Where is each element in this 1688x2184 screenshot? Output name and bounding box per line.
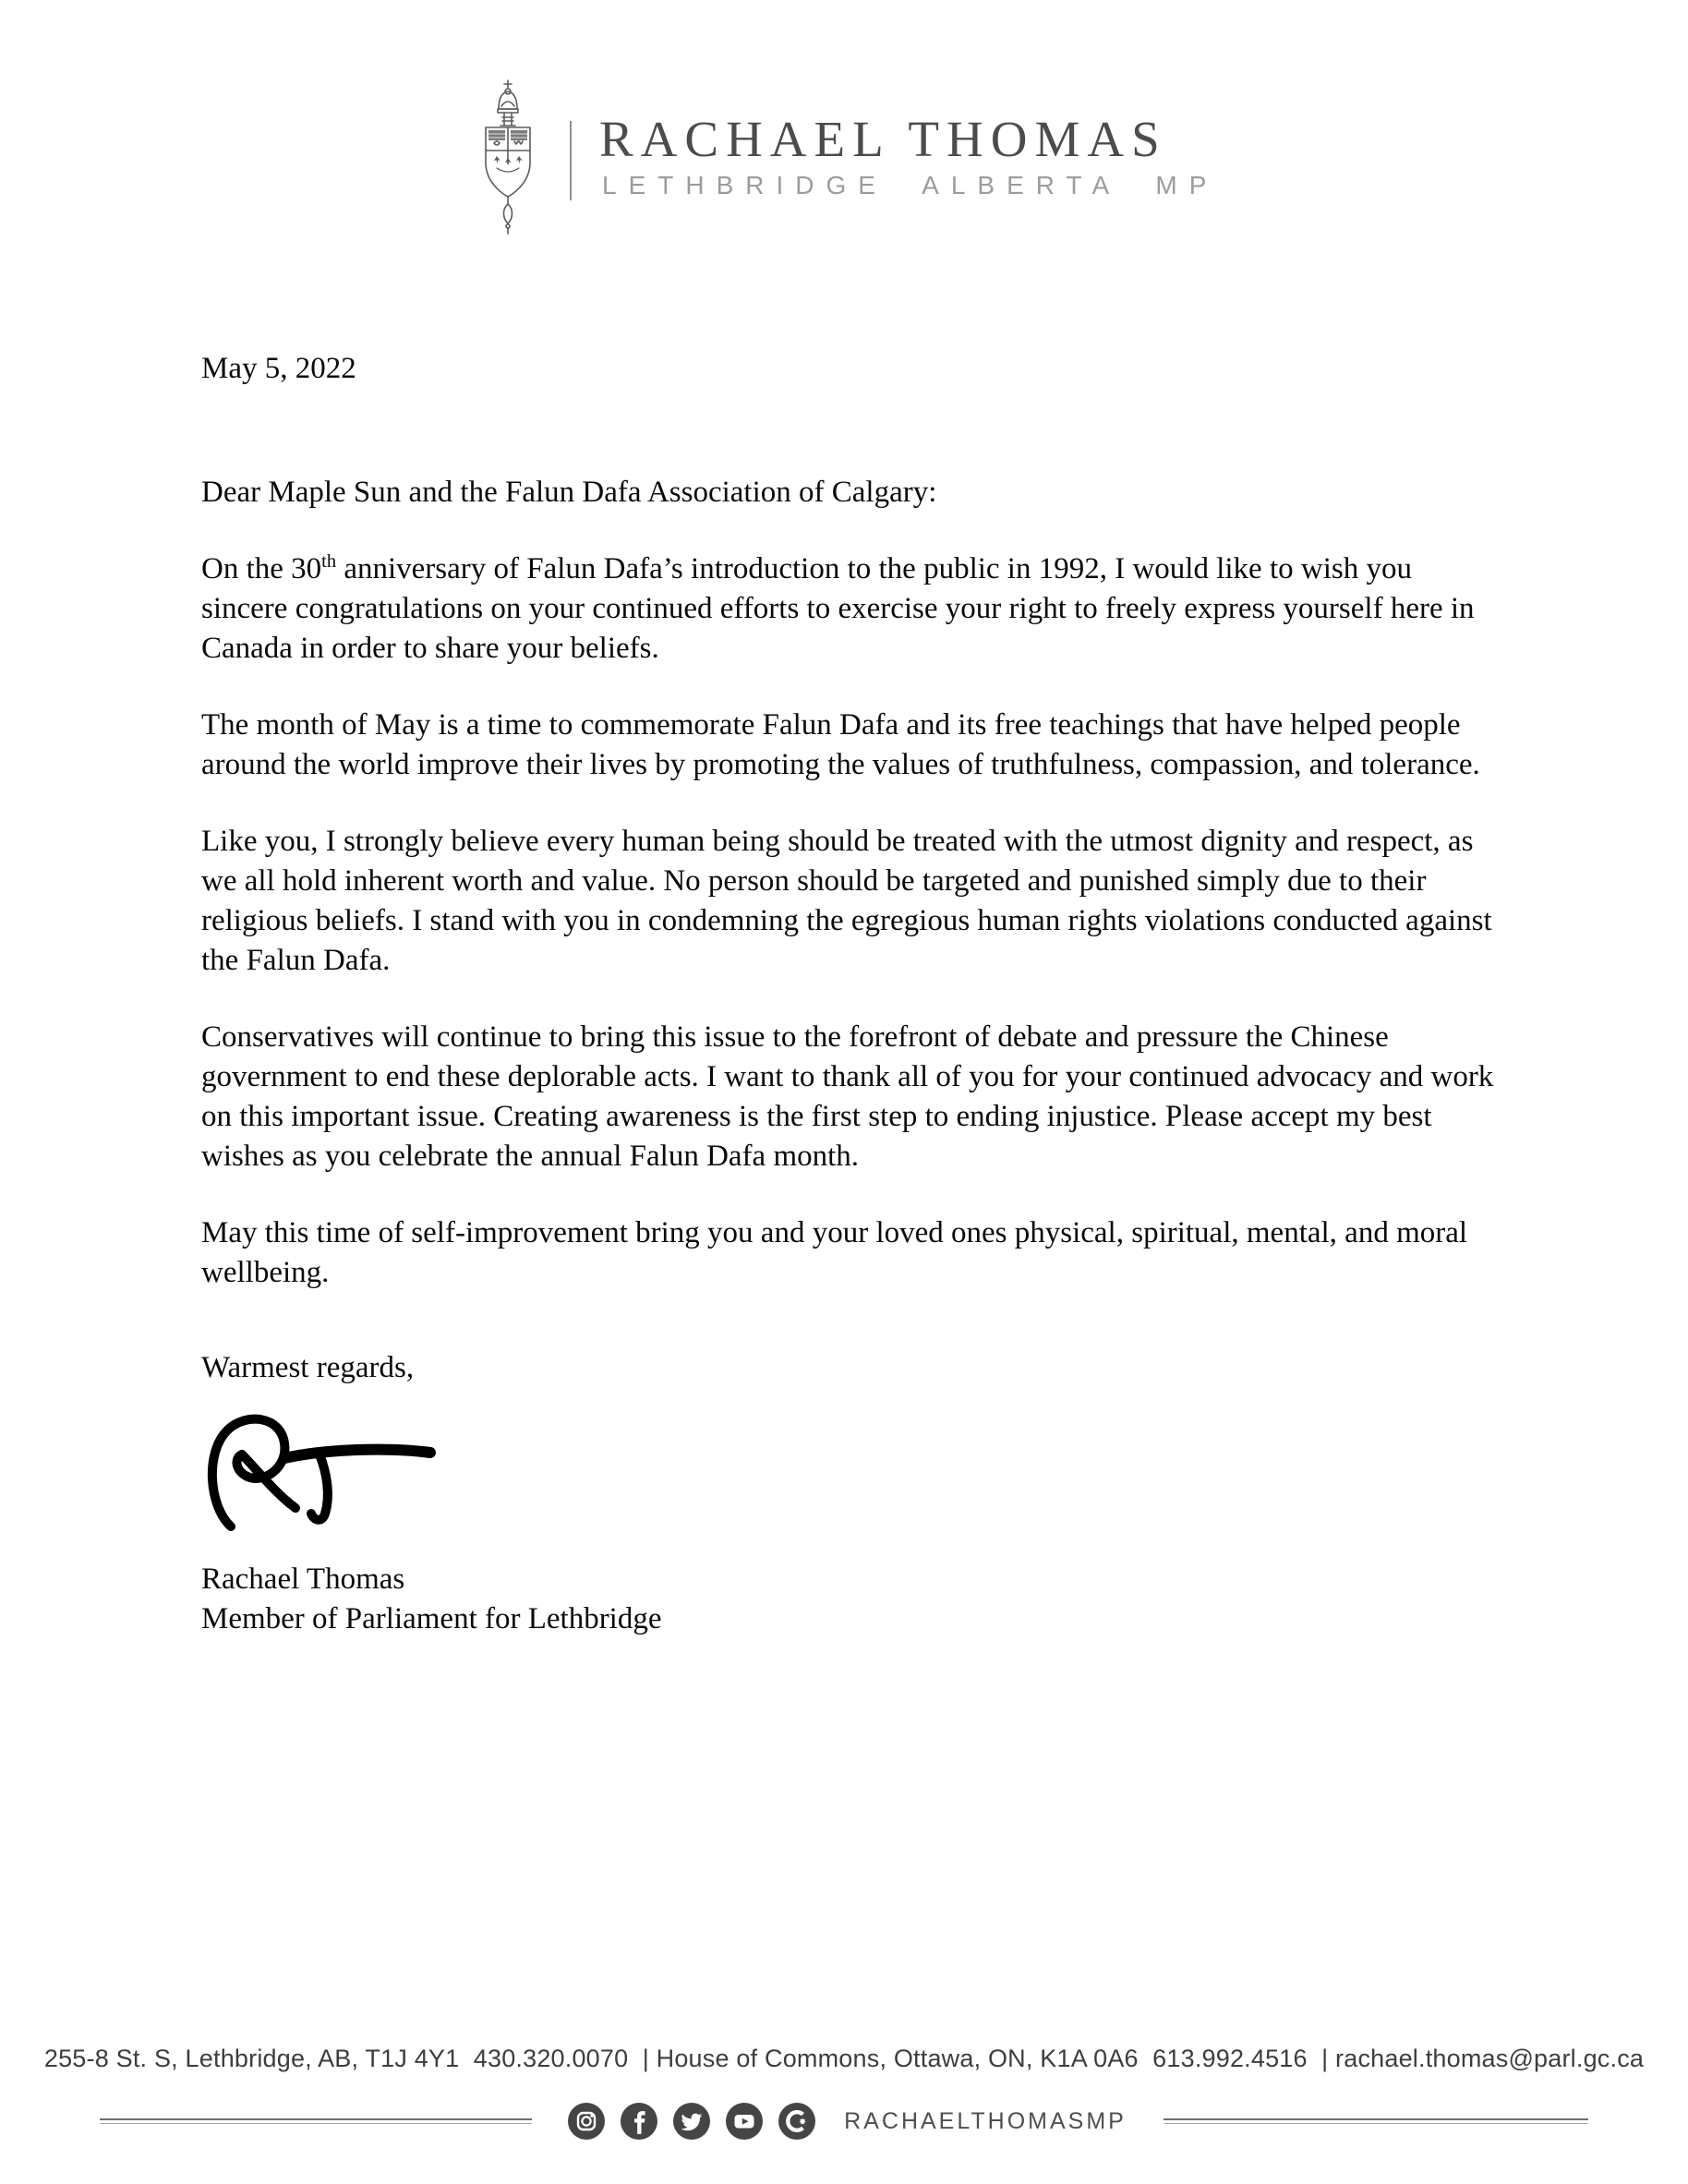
footer-rule-left (100, 2118, 532, 2124)
paragraph-1-text-continued: anniversary of Falun Dafa’s introduction to the public in 1992, I would like to wish you sincere congratulations on your continued efforts to exercise your right to freely express yourself here in Canada in order to share your beliefs. (201, 552, 1475, 665)
instagram-icon (567, 2102, 606, 2141)
social-handle: RACHAELTHOMASMP (844, 2107, 1127, 2134)
salutation: Dear Maple Sun and the Falun Dafa Association of Calgary: (201, 476, 937, 509)
paragraph-2: The month of May is a time to commemorate Falun Dafa and its free teachings that have helped people around the world improve their lives by promoting the values of truthfulness, compassion, and tolerance. (201, 708, 1480, 781)
letterhead-name: RACHAEL THOMAS (599, 111, 1167, 167)
signature-title: Member of Parliament for Lethbridge (201, 1602, 662, 1635)
letterhead-subtitle: LETHBRIDGE ALBERTA MP (602, 171, 1219, 199)
letter-body (201, 349, 1494, 1639)
signature-name: Rachael Thomas (201, 1563, 405, 1596)
signature-scribble (205, 1401, 436, 1539)
paragraph-4: Conservatives will continue to bring this issue to the forefront of debate and pressure the Chinese government to end these deplorable acts. I want to thank all of you for your continued advocacy and work on this important issue. Creating awareness is the first step to ending injustice. Please accept my best wishes as you celebrate the annual Falun Dafa month. (201, 1020, 1494, 1173)
footer-social-row (0, 2102, 1688, 2141)
letterhead-divider (570, 121, 572, 200)
social-icons (567, 2102, 816, 2141)
letter-date: May 5, 2022 (201, 352, 356, 385)
house-of-commons-mace-crest-icon (476, 78, 540, 235)
paragraph-1 (201, 549, 1494, 669)
closing: Warmest regards, (201, 1351, 415, 1384)
paragraph-5: May this time of self-improvement bring you and your loved ones physical, spiritual, mental, and moral wellbeing. (201, 1216, 1468, 1289)
facebook-icon (620, 2102, 658, 2141)
letterhead (476, 78, 1218, 235)
footer-rule-right (1164, 2118, 1588, 2124)
paragraph-1-text: On the 30 (201, 552, 322, 585)
conservative-party-icon (778, 2102, 816, 2141)
twitter-icon (672, 2102, 711, 2141)
youtube-icon (725, 2102, 764, 2141)
footer-contact: 255-8 St. S, Lethbridge, AB, T1J 4Y1 430.320.0070 | House of Commons, Ottawa, ON, K1A 0A6 613.992.4516 | rachael.thomas@parl.gc.ca (43, 2045, 1645, 2072)
ordinal-superscript: th (321, 551, 337, 572)
paragraph-3: Like you, I strongly believe every human being should be treated with the utmost dignity and respect, as we all hold inherent worth and value. No person should be targeted and punished simply due to their religious beliefs. I stand with you in condemning the egregious human rights violations conducted against the Falun Dafa. (201, 825, 1492, 977)
letterhead-text (599, 111, 1219, 199)
